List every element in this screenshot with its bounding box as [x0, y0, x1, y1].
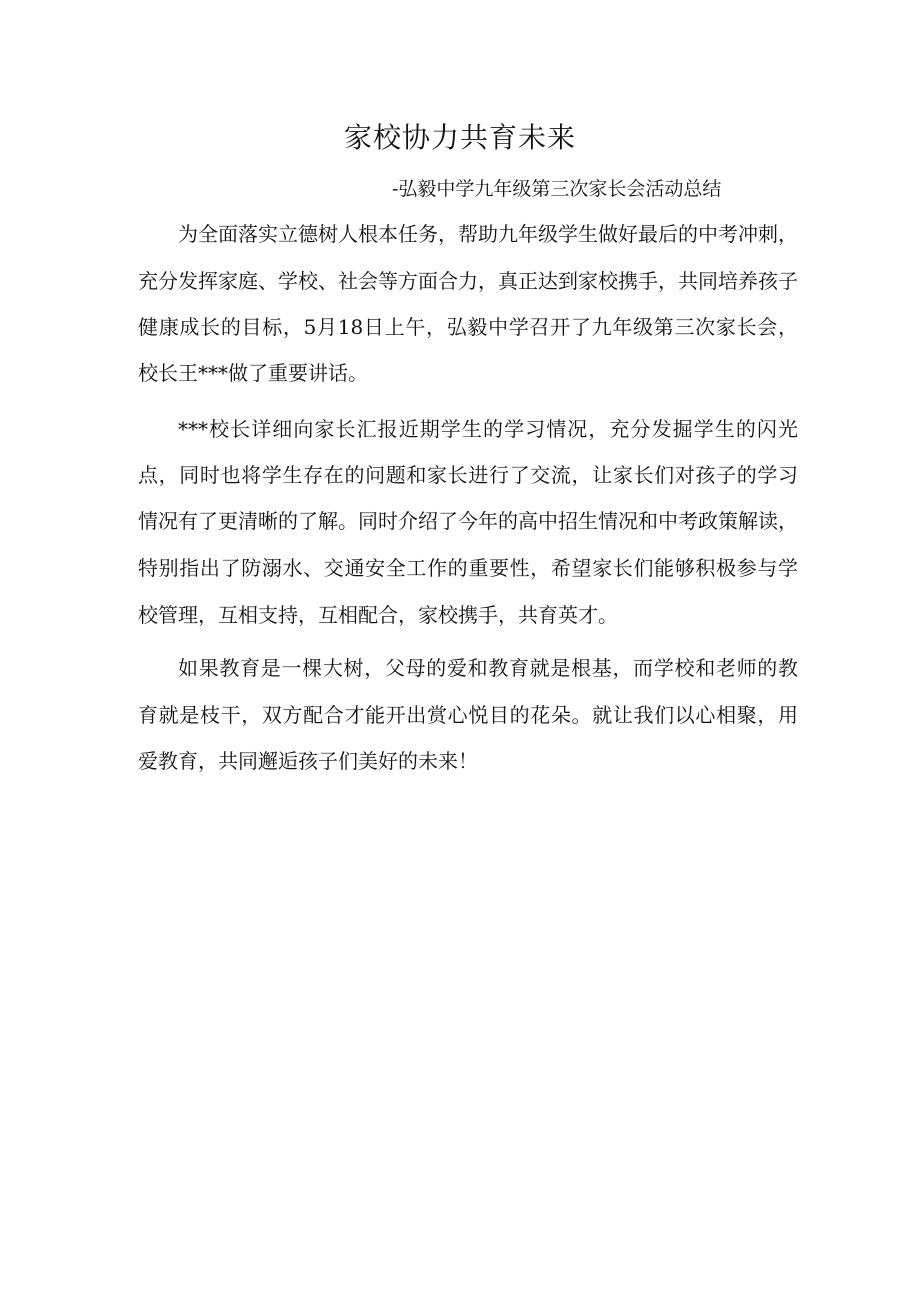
paragraph-1-line-2: 充分发挥家庭、学校、社会等方面合力，真正达到家校携手，共同培养孩子 — [138, 269, 798, 293]
paragraph-1-line-1: 为全面落实立德树人根本任务，帮助九年级学生做好最后的中考冲刺， — [178, 222, 798, 246]
paragraph-2-line-2: 点，同时也将学生存在的问题和家长进行了交流，让家长们对孩子的学习 — [138, 463, 798, 487]
paragraph-3-line-3: 爱教育，共同邂逅孩子们美好的未来！ — [138, 749, 478, 773]
paragraph-1-line-4: 校长王***做了重要讲话。 — [138, 361, 368, 385]
document-subtitle: -弘毅中学九年级第三次家长会活动总结 — [392, 178, 722, 200]
paragraph-2-line-4: 特别指出了防溺水、交通安全工作的重要性，希望家长们能够积极参与学 — [138, 556, 798, 580]
paragraph-3-line-2: 育就是枝干，双方配合才能开出赏心悦目的花朵。就让我们以心相聚，用 — [138, 703, 798, 727]
paragraph-2-line-1: ***校长详细向家长汇报近期学生的学习情况，充分发掘学生的闪光 — [178, 417, 798, 441]
paragraph-2-line-3: 情况有了更清晰的了解。同时介绍了今年的高中招生情况和中考政策解读， — [138, 509, 798, 533]
paragraph-3-line-1: 如果教育是一棵大树，父母的爱和教育就是根基，而学校和老师的教 — [178, 656, 798, 680]
document-title: 家校协力共育未来 — [343, 121, 576, 154]
paragraph-2-line-5: 校管理，互相支持，互相配合，家校携手，共育英才。 — [138, 603, 618, 627]
paragraph-1-line-3: 健康成长的目标，5月18日上午，弘毅中学召开了九年级第三次家长会， — [138, 315, 798, 339]
